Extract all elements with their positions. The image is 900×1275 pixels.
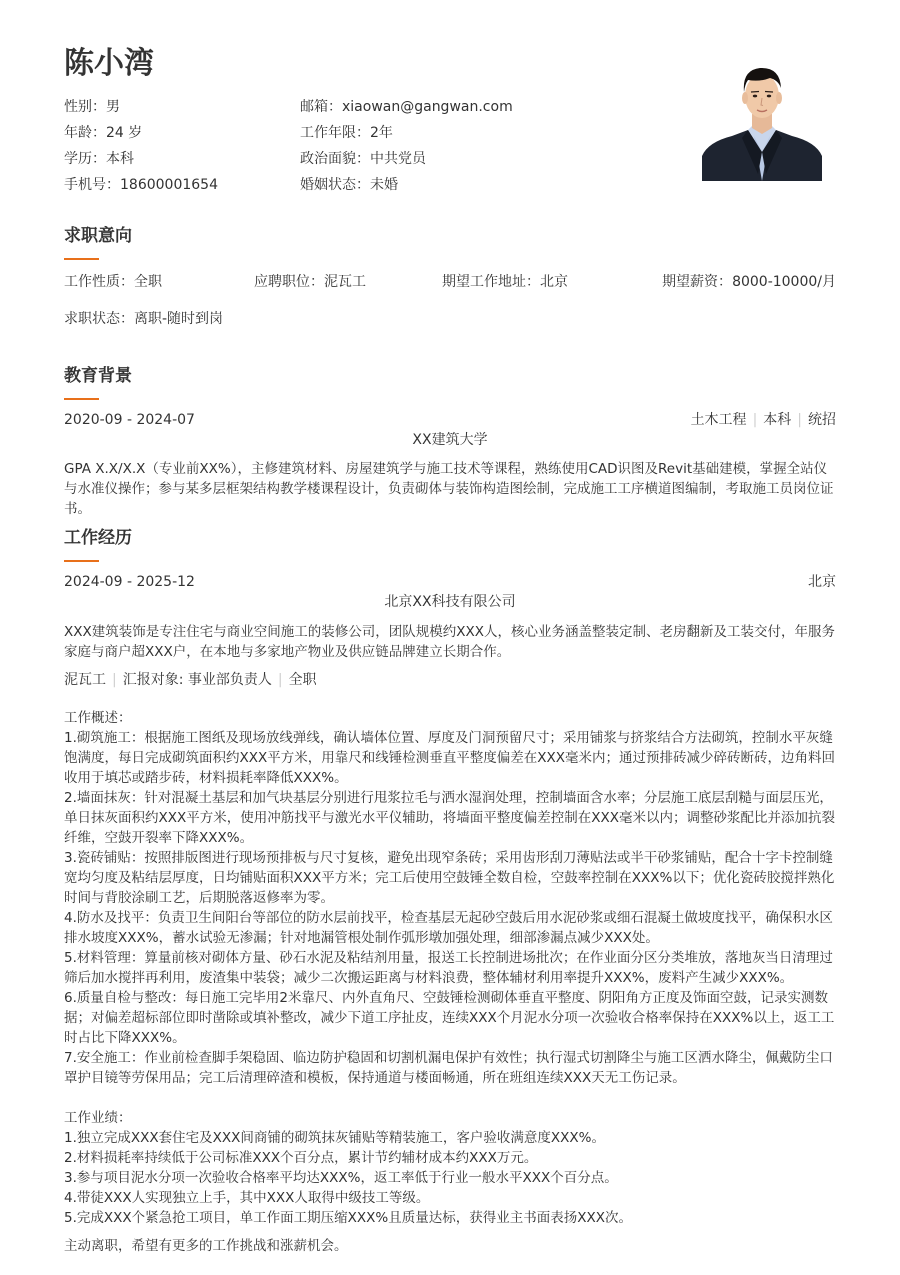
info-email: 邮箱：xiaowan@gangwan.com [300, 99, 513, 115]
work-header [64, 572, 836, 612]
company-name: 北京XX科技有限公司 [384, 594, 516, 610]
achievement-item: 2.材料损耗率持续低于公司标准XXX个百分点，累计节约辅材成本约XXX万元。 [64, 1150, 538, 1166]
achievements-title: 工作业绩： [64, 1110, 132, 1126]
education-tags: 土木工程 | 本科 | 统招 [690, 412, 836, 428]
company-description: XXX建筑装饰是专注住宅与商业空间施工的装修公司，团队规模约XXX人，核心业务涵盖整装定制、老房翻新及工装交付，年服务家庭与商户超XXX户，在本地与多家地产物业及供应链品牌建立长期合作。 [64, 624, 835, 660]
achievement-item: 4.带徒XXX人实现独立上手，其中XXX人取得中级技工等级。 [64, 1190, 430, 1206]
work-tags: 泥瓦工 | 汇报对象: 事业部负责人 | 全职 [64, 672, 317, 688]
info-row [64, 120, 624, 146]
info-degree: 学历：本科 [64, 151, 134, 167]
education-section [64, 364, 836, 519]
leave-reason: 主动离职，希望有更多的工作挑战和涨薪机会。 [64, 1238, 348, 1254]
achievement-item: 5.完成XXX个紧急抢工项目，单工作面工期压缩XXX%且质量达标，获得业主书面表扬XXX次。 [64, 1210, 632, 1226]
intent-row [64, 272, 836, 292]
overview-item: 7.安全施工：作业前检查脚手架稳固、临边防护稳固和切割机漏电保护有效性；执行湿式切割降尘与施工区洒水降尘，佩戴防尘口罩护目镜等劳保用品；完工后清理碎渣和模板，保持通道与楼面畅通，所在班组连续XXX天无工伤记录。 [64, 1050, 833, 1086]
intent-row [64, 309, 836, 329]
work-section [64, 526, 836, 1256]
overview-item: 3.瓷砖铺贴：按照排版图进行现场预排板与尺寸复核，避免出现窄条砖；采用齿形刮刀薄贴法或半干砂浆铺贴，配合十字卡控制缝宽均匀度及粘结层厚度，日均铺贴面积XXX平方米；完工后使用空鼓锤全数自检，空鼓率控制在XXX%以下；优化瓷砖胶搅拌熟化时间与背胶涂刷工艺，后期脱落返修率为零。 [64, 850, 835, 906]
intent-location: 期望工作地址：北京 [442, 274, 568, 290]
overview-item: 5.材料管理：算量前核对砌体方量、砂石水泥及粘结剂用量，报送工长控制进场批次；在作业面分区分类堆放，落地灰当日清理过筛后加水搅拌再利用，废渣集中装袋；减少二次搬运距离与材料浪费，整体辅材利用率提升XXX%，废料产生减少XXX%。 [64, 950, 833, 986]
overview-title: 工作概述： [64, 710, 132, 726]
intent-salary: 期望薪资：8000-10000/月 [662, 274, 836, 290]
profile-photo [702, 56, 822, 181]
basic-info [64, 94, 624, 198]
overview-item: 4.防水及找平：负责卫生间阳台等部位的防水层前找平，检查基层无起砂空鼓后用水泥砂浆或细石混凝土做坡度找平，确保积水区排水坡度XXX%，蓄水试验无渗漏；针对地漏管根处制作弧形墩加强处理，细部渗漏点减少XXX处。 [64, 910, 833, 946]
section-underline [64, 560, 99, 562]
overview-item: 2.墙面抹灰：针对混凝土基层和加气块基层分别进行甩浆拉毛与洒水湿润处理，控制墙面含水率；分层施工底层刮糙与面层压光，单日抹灰面积约XXX平方米，使用冲筋找平与激光水平仪辅助，将墙面平整度偏差控制在XXX毫米以内；调整砂浆配比并添加抗裂纤维，空鼓开裂率下降XXX%。 [64, 790, 835, 846]
info-row [64, 146, 624, 172]
overview-list [64, 728, 836, 1088]
info-years: 工作年限：2年 [300, 125, 393, 141]
section-title: 求职意向 [64, 226, 132, 246]
intent-type: 工作性质：全职 [64, 274, 162, 290]
info-row [64, 94, 624, 120]
info-row [64, 172, 624, 198]
avatar [702, 56, 822, 181]
info-age: 年龄：24 岁 [64, 125, 143, 141]
intent-position: 应聘职位：泥瓦工 [254, 274, 366, 290]
achievement-item: 1.独立完成XXX套住宅及XXX间商铺的砌筑抹灰铺贴等精装施工，客户验收满意度XXX%。 [64, 1130, 605, 1146]
job-intent-section [64, 224, 836, 329]
section-underline [64, 398, 99, 400]
school-name: XX建筑大学 [412, 432, 488, 448]
achievements-list [64, 1128, 836, 1228]
work-city: 北京 [808, 574, 836, 590]
info-marital: 婚姻状态：未婚 [300, 177, 398, 193]
education-header [64, 410, 836, 450]
achievement-item: 3.参与项目泥水分项一次验收合格率平均达XXX%，返工率低于行业一般水平XXX个百分点。 [64, 1170, 618, 1186]
section-title: 工作经历 [64, 528, 132, 548]
work-date: 2024-09 - 2025-12 [64, 574, 195, 590]
overview-item: 1.砌筑施工：根据施工图纸及现场放线弹线，确认墙体位置、厚度及门洞预留尺寸；采用铺浆与挤浆结合方法砌筑，控制水平灰缝饱满度，每日完成砌筑面积约XXX平方米，用靠尺和线锤检测垂直平整度偏差在XXX毫米内；通过预排砖减少碎砖断砖，边角料回收用于填芯或踏步砖，材料损耗率降低XXX%。 [64, 730, 835, 786]
candidate-name: 陈小湾 [64, 46, 154, 81]
section-title: 教育背景 [64, 366, 132, 386]
info-gender: 性别：男 [64, 99, 120, 115]
education-date: 2020-09 - 2024-07 [64, 412, 195, 428]
intent-status: 求职状态：离职-随时到岗 [64, 311, 224, 327]
section-underline [64, 258, 99, 260]
info-political: 政治面貌：中共党员 [300, 151, 426, 167]
overview-item: 6.质量自检与整改：每日施工完毕用2米靠尺、内外直角尺、空鼓锤检测砌体垂直平整度、阴阳角方正度及饰面空鼓，记录实测数据；对偏差超标部位即时凿除或填补整改，减少下道工序扯皮，连续XXX个月泥水分项一次验收合格率保持在XXX%以上，返工工时占比下降XXX%。 [64, 990, 835, 1046]
info-phone: 手机号：18600001654 [64, 177, 218, 193]
education-description: GPA X.X/X.X（专业前XX%），主修建筑材料、房屋建筑学与施工技术等课程，熟练使用CAD识图及Revit基础建模，掌握全站仪与水准仪操作；参与某多层框架结构教学楼课程设计，负责砌体与装饰构造图绘制，完成施工工序横道图编制，考取施工员岗位证书。 [64, 461, 834, 517]
